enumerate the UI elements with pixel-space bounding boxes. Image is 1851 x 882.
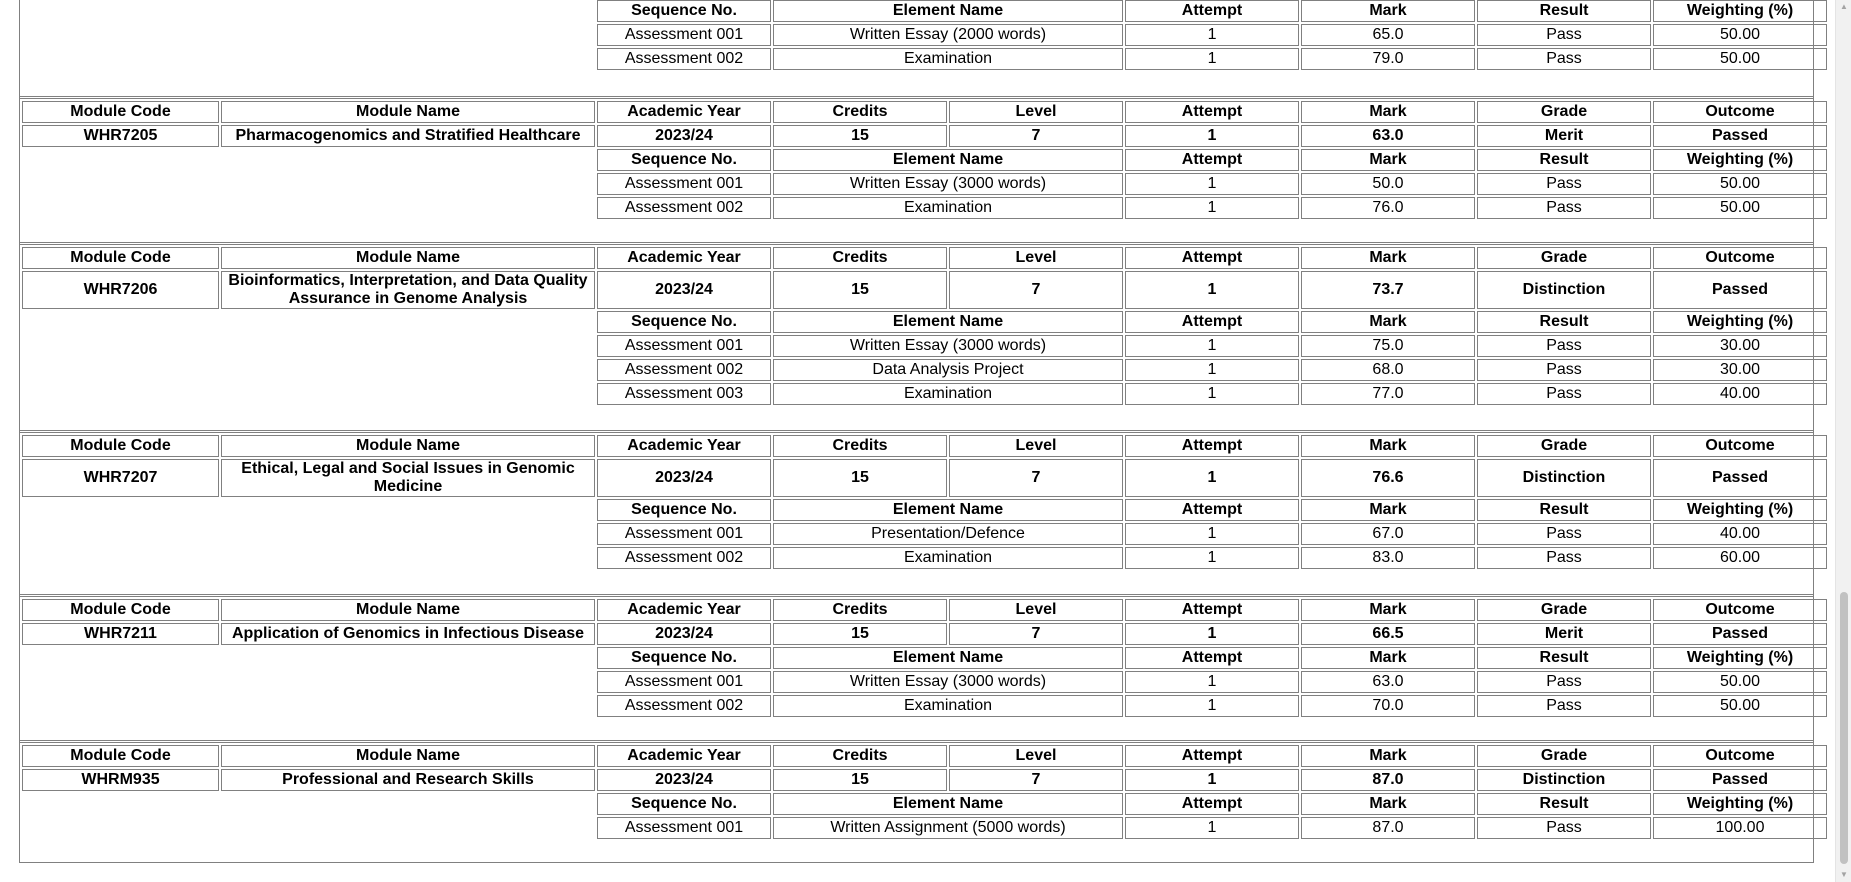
element-weighting: 50.00 [1653,671,1827,693]
element-name: Written Assignment (5000 words) [773,817,1123,839]
module-row [22,623,1827,645]
element-header-cell: Result [1477,499,1651,521]
outcome: Passed [1653,271,1827,309]
empty-cell [22,24,219,46]
level: 7 [949,459,1123,497]
element-weighting: 100.00 [1653,817,1827,839]
module-row [22,459,1827,497]
module-attempt: 1 [1125,271,1299,309]
element-mark: 87.0 [1301,817,1475,839]
empty-cell [22,547,219,569]
element-weighting: 60.00 [1653,547,1827,569]
module-table-partial [20,0,1829,72]
empty-cell [22,359,219,381]
element-header-cell: Element Name [773,499,1123,521]
credits: 15 [773,271,947,309]
element-header-cell: Weighting (%) [1653,311,1827,333]
element-header-cell: Weighting (%) [1653,793,1827,815]
element-result: Pass [1477,817,1651,839]
module-header-cell: Level [949,435,1123,457]
module-table [20,743,1829,841]
element-header-cell: Attempt [1125,0,1299,22]
element-sequence: Assessment 002 [597,359,771,381]
element-mark: 83.0 [1301,547,1475,569]
element-row [22,695,1827,717]
element-header-row [22,0,1827,22]
module-header-cell: Outcome [1653,247,1827,269]
module-mark: 63.0 [1301,125,1475,147]
element-header-cell: Result [1477,793,1651,815]
element-header-cell: Weighting (%) [1653,149,1827,171]
module-header-cell: Level [949,745,1123,767]
module-header-cell: Module Name [221,599,595,621]
module-header-cell: Outcome [1653,599,1827,621]
empty-cell [22,0,219,22]
module-name: Application of Genomics in Infectious Disease [221,623,595,645]
element-weighting: 30.00 [1653,359,1827,381]
empty-cell [221,197,595,219]
module-header-row [22,599,1827,621]
module-attempt: 1 [1125,125,1299,147]
element-header-cell: Element Name [773,311,1123,333]
element-weighting: 30.00 [1653,335,1827,357]
level: 7 [949,623,1123,645]
element-result: Pass [1477,359,1651,381]
element-attempt: 1 [1125,523,1299,545]
credits: 15 [773,769,947,791]
module-row [22,271,1827,309]
element-attempt: 1 [1125,359,1299,381]
empty-cell [221,695,595,717]
element-result: Pass [1477,197,1651,219]
module-header-cell: Module Name [221,435,595,457]
element-name: Written Essay (3000 words) [773,671,1123,693]
module-header-cell: Credits [773,599,947,621]
element-attempt: 1 [1125,173,1299,195]
module-attempt: 1 [1125,623,1299,645]
element-header-cell: Result [1477,0,1651,22]
element-mark: 68.0 [1301,359,1475,381]
element-header-cell: Attempt [1125,499,1299,521]
element-sequence: Assessment 003 [597,383,771,405]
element-mark: 70.0 [1301,695,1475,717]
module-header-cell: Academic Year [597,435,771,457]
credits: 15 [773,623,947,645]
credits: 15 [773,125,947,147]
element-mark: 65.0 [1301,24,1475,46]
element-row [22,359,1827,381]
element-weighting: 50.00 [1653,173,1827,195]
empty-cell [22,173,219,195]
element-attempt: 1 [1125,547,1299,569]
module-table [20,245,1829,407]
academic-year: 2023/24 [597,459,771,497]
module-code: WHR7207 [22,459,219,497]
module-mark: 66.5 [1301,623,1475,645]
element-header-cell: Result [1477,311,1651,333]
element-attempt: 1 [1125,817,1299,839]
element-header-cell: Mark [1301,149,1475,171]
element-result: Pass [1477,48,1651,70]
empty-cell [22,48,219,70]
level: 7 [949,769,1123,791]
element-header-cell: Mark [1301,499,1475,521]
module-header-cell: Mark [1301,101,1475,123]
outcome: Passed [1653,623,1827,645]
element-header-cell: Attempt [1125,149,1299,171]
module-header-cell: Grade [1477,745,1651,767]
element-weighting: 50.00 [1653,695,1827,717]
element-result: Pass [1477,695,1651,717]
module-header-cell: Academic Year [597,599,771,621]
empty-cell [221,523,595,545]
grade: Merit [1477,125,1651,147]
empty-cell [221,647,595,669]
element-weighting: 40.00 [1653,523,1827,545]
element-sequence: Assessment 002 [597,48,771,70]
element-header-cell: Attempt [1125,311,1299,333]
element-header-cell: Mark [1301,311,1475,333]
outcome: Passed [1653,769,1827,791]
element-attempt: 1 [1125,695,1299,717]
element-header-cell: Weighting (%) [1653,499,1827,521]
vertical-scrollbar[interactable] [1835,0,1851,882]
module-header-cell: Grade [1477,247,1651,269]
element-name: Presentation/Defence [773,523,1123,545]
module-header-cell: Module Code [22,435,219,457]
module-header-cell: Attempt [1125,435,1299,457]
element-header-cell: Result [1477,647,1651,669]
element-row [22,24,1827,46]
module-name: Bioinformatics, Interpretation, and Data Quality Assurance in Genome Analysis [221,271,595,309]
element-attempt: 1 [1125,24,1299,46]
module-row [22,769,1827,791]
element-header-cell: Attempt [1125,647,1299,669]
grade: Merit [1477,623,1651,645]
module-header-cell: Level [949,247,1123,269]
module-header-cell: Module Name [221,247,595,269]
empty-cell [22,499,219,521]
module-name: Pharmacogenomics and Stratified Healthcare [221,125,595,147]
element-header-row [22,647,1827,669]
element-header-cell: Weighting (%) [1653,647,1827,669]
element-name: Examination [773,383,1123,405]
module-header-cell: Credits [773,247,947,269]
element-header-cell: Mark [1301,647,1475,669]
element-result: Pass [1477,547,1651,569]
module-mark: 87.0 [1301,769,1475,791]
empty-cell [22,149,219,171]
module-table [20,597,1829,719]
module-code: WHRM935 [22,769,219,791]
grade: Distinction [1477,459,1651,497]
empty-cell [22,817,219,839]
module-header-cell: Attempt [1125,101,1299,123]
element-mark: 79.0 [1301,48,1475,70]
module-header-cell: Attempt [1125,599,1299,621]
element-sequence: Assessment 001 [597,817,771,839]
academic-year: 2023/24 [597,271,771,309]
module-header-cell: Module Code [22,247,219,269]
grade: Distinction [1477,769,1651,791]
module-code: WHR7211 [22,623,219,645]
element-header-cell: Attempt [1125,793,1299,815]
module-header-cell: Attempt [1125,247,1299,269]
module-header-cell: Module Code [22,745,219,767]
academic-year: 2023/24 [597,623,771,645]
element-header-cell: Sequence No. [597,0,771,22]
element-mark: 76.0 [1301,197,1475,219]
module-mark: 76.6 [1301,459,1475,497]
element-result: Pass [1477,523,1651,545]
element-attempt: 1 [1125,383,1299,405]
element-name: Data Analysis Project [773,359,1123,381]
element-header-cell: Weighting (%) [1653,0,1827,22]
empty-cell [221,671,595,693]
module-header-cell: Academic Year [597,247,771,269]
element-result: Pass [1477,671,1651,693]
element-weighting: 50.00 [1653,24,1827,46]
element-sequence: Assessment 001 [597,24,771,46]
element-row [22,48,1827,70]
element-name: Examination [773,48,1123,70]
module-code: WHR7206 [22,271,219,309]
element-result: Pass [1477,24,1651,46]
element-row [22,173,1827,195]
element-sequence: Assessment 001 [597,523,771,545]
level: 7 [949,271,1123,309]
outcome: Passed [1653,459,1827,497]
module-header-cell: Credits [773,435,947,457]
module-header-cell: Grade [1477,101,1651,123]
empty-cell [221,793,595,815]
element-header-cell: Mark [1301,0,1475,22]
element-header-cell: Sequence No. [597,149,771,171]
element-attempt: 1 [1125,197,1299,219]
module-header-cell: Level [949,101,1123,123]
academic-year: 2023/24 [597,769,771,791]
module-header-row [22,435,1827,457]
module-code: WHR7205 [22,125,219,147]
module-header-cell: Grade [1477,599,1651,621]
module-header-row [22,745,1827,767]
empty-cell [22,671,219,693]
element-result: Pass [1477,383,1651,405]
grade: Distinction [1477,271,1651,309]
empty-cell [221,817,595,839]
module-header-cell: Module Code [22,599,219,621]
element-mark: 75.0 [1301,335,1475,357]
module-name: Ethical, Legal and Social Issues in Genomic Medicine [221,459,595,497]
element-header-row [22,311,1827,333]
element-header-row [22,149,1827,171]
module-header-row [22,247,1827,269]
element-weighting: 40.00 [1653,383,1827,405]
element-name: Written Essay (3000 words) [773,335,1123,357]
element-row [22,383,1827,405]
module-row [22,125,1827,147]
element-result: Pass [1477,173,1651,195]
element-header-cell: Sequence No. [597,647,771,669]
element-sequence: Assessment 002 [597,547,771,569]
empty-cell [221,311,595,333]
element-attempt: 1 [1125,335,1299,357]
module-name: Professional and Research Skills [221,769,595,791]
empty-cell [221,173,595,195]
empty-cell [221,24,595,46]
empty-cell [221,48,595,70]
module-header-cell: Mark [1301,745,1475,767]
empty-cell [22,695,219,717]
element-attempt: 1 [1125,671,1299,693]
element-mark: 50.0 [1301,173,1475,195]
level: 7 [949,125,1123,147]
module-header-cell: Attempt [1125,745,1299,767]
element-header-cell: Element Name [773,647,1123,669]
element-weighting: 50.00 [1653,197,1827,219]
element-header-cell: Element Name [773,149,1123,171]
empty-cell [221,383,595,405]
module-header-cell: Module Name [221,101,595,123]
empty-cell [22,335,219,357]
element-header-row [22,499,1827,521]
empty-cell [22,197,219,219]
element-header-cell: Result [1477,149,1651,171]
module-header-cell: Mark [1301,435,1475,457]
empty-cell [22,523,219,545]
module-attempt: 1 [1125,459,1299,497]
element-name: Examination [773,695,1123,717]
module-header-cell: Mark [1301,247,1475,269]
academic-year: 2023/24 [597,125,771,147]
element-row [22,817,1827,839]
module-table [20,433,1829,571]
empty-cell [22,383,219,405]
module-mark: 73.7 [1301,271,1475,309]
scroll-up-arrow-icon[interactable]: ▲ [1840,2,1848,11]
element-attempt: 1 [1125,48,1299,70]
element-result: Pass [1477,335,1651,357]
element-mark: 67.0 [1301,523,1475,545]
element-row [22,523,1827,545]
module-header-cell: Outcome [1653,745,1827,767]
element-sequence: Assessment 002 [597,197,771,219]
element-header-cell: Sequence No. [597,793,771,815]
module-header-cell: Academic Year [597,101,771,123]
empty-cell [221,149,595,171]
element-header-row [22,793,1827,815]
element-sequence: Assessment 001 [597,671,771,693]
element-name: Written Essay (3000 words) [773,173,1123,195]
module-header-cell: Academic Year [597,745,771,767]
element-name: Examination [773,547,1123,569]
outcome: Passed [1653,125,1827,147]
element-sequence: Assessment 001 [597,335,771,357]
scrollbar-thumb[interactable] [1840,592,1848,864]
empty-cell [22,647,219,669]
element-header-cell: Sequence No. [597,311,771,333]
element-header-cell: Element Name [773,0,1123,22]
module-header-cell: Credits [773,745,947,767]
empty-cell [221,0,595,22]
element-sequence: Assessment 001 [597,173,771,195]
element-name: Written Essay (2000 words) [773,24,1123,46]
module-header-cell: Level [949,599,1123,621]
element-row [22,197,1827,219]
element-row [22,547,1827,569]
element-name: Examination [773,197,1123,219]
element-row [22,671,1827,693]
element-row [22,335,1827,357]
element-mark: 63.0 [1301,671,1475,693]
module-header-cell: Grade [1477,435,1651,457]
module-header-cell: Mark [1301,599,1475,621]
element-sequence: Assessment 002 [597,695,771,717]
credits: 15 [773,459,947,497]
module-header-cell: Outcome [1653,435,1827,457]
empty-cell [22,793,219,815]
module-header-row [22,101,1827,123]
element-header-cell: Sequence No. [597,499,771,521]
module-table [20,99,1829,221]
empty-cell [221,359,595,381]
empty-cell [221,547,595,569]
empty-cell [221,335,595,357]
element-weighting: 50.00 [1653,48,1827,70]
element-mark: 77.0 [1301,383,1475,405]
empty-cell [22,311,219,333]
module-header-cell: Module Code [22,101,219,123]
module-header-cell: Outcome [1653,101,1827,123]
module-header-cell: Module Name [221,745,595,767]
element-header-cell: Mark [1301,793,1475,815]
empty-cell [221,499,595,521]
module-attempt: 1 [1125,769,1299,791]
element-header-cell: Element Name [773,793,1123,815]
scroll-down-arrow-icon[interactable]: ▼ [1840,870,1848,879]
module-header-cell: Credits [773,101,947,123]
